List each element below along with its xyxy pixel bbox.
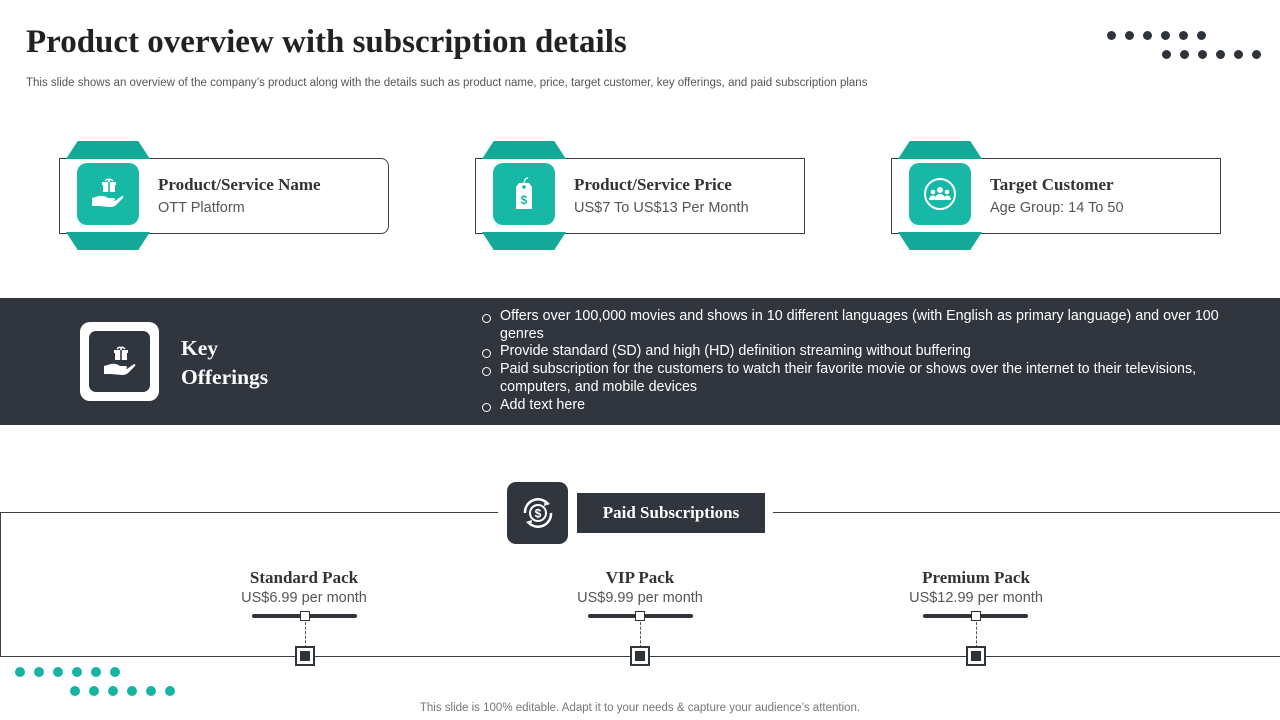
decorative-dots-bottom-row1 (15, 667, 120, 677)
plan-name: Premium Pack (922, 568, 1030, 587)
plan-premium (876, 0, 1076, 606)
plan-vip (540, 0, 740, 606)
target-customer-value: Age Group: 14 To 50 (990, 200, 1124, 216)
page-title: Product overview with subscription details (26, 24, 627, 60)
list-item: Provide standard (SD) and high (HD) definition streaming without buffering (480, 343, 1225, 361)
decorative-dots-top-row2 (1162, 50, 1261, 59)
decorative-dots-bottom-row2 (70, 686, 175, 696)
decorative-dots-top-row1 (1107, 31, 1206, 40)
product-name-badge (66, 141, 150, 250)
plan-vip-node (630, 646, 650, 666)
list-item: Paid subscription for the customers to watch their favorite movie or shows over the internet to their televisions, computers, and mobile devices (480, 361, 1225, 396)
svg-text:$: $ (534, 506, 541, 521)
plan-vip-connector (640, 622, 641, 648)
plan-premium-node (966, 646, 986, 666)
product-name-value: OTT Platform (158, 200, 245, 216)
plan-price: US$9.99 per month (577, 590, 703, 606)
plan-standard-connector (305, 622, 306, 648)
footer-note: This slide is 100% editable. Adapt it to your needs & capture your audience’s attention. (419, 702, 861, 714)
plan-premium-knob (971, 611, 981, 621)
subscriptions-title: Paid Subscriptions (577, 493, 765, 533)
product-price-value: US$7 To US$13 Per Month (574, 200, 749, 216)
page-subtitle: This slide shows an overview of the company’s product along with the details such as product name, price, target customer, key offerings, and paid subscription plans (26, 77, 868, 89)
target-customer-title: Target Customer (990, 175, 1114, 194)
plan-name: VIP Pack (605, 568, 675, 587)
list-item: Add text here (480, 397, 1225, 415)
plan-name: Standard Pack (249, 568, 359, 587)
product-name-title: Product/Service Name (158, 175, 321, 194)
plan-standard-knob (300, 611, 310, 621)
hand-gift-icon (89, 331, 150, 392)
plan-price: US$12.99 per month (909, 590, 1043, 606)
plan-standard (204, 0, 404, 606)
product-price-title: Product/Service Price (574, 175, 732, 194)
list-item: Offers over 100,000 movies and shows in 10 different languages (with English as primary language) and over 100 genres (480, 308, 1225, 343)
plan-price: US$6.99 per month (241, 590, 367, 606)
svg-text:$: $ (520, 193, 528, 207)
plan-vip-knob (635, 611, 645, 621)
key-offerings-title: Key Offerings (181, 336, 269, 389)
hand-gift-icon (77, 163, 139, 225)
plan-standard-node (295, 646, 315, 666)
plan-premium-connector (976, 622, 977, 648)
key-offerings-icon-frame (80, 322, 159, 401)
